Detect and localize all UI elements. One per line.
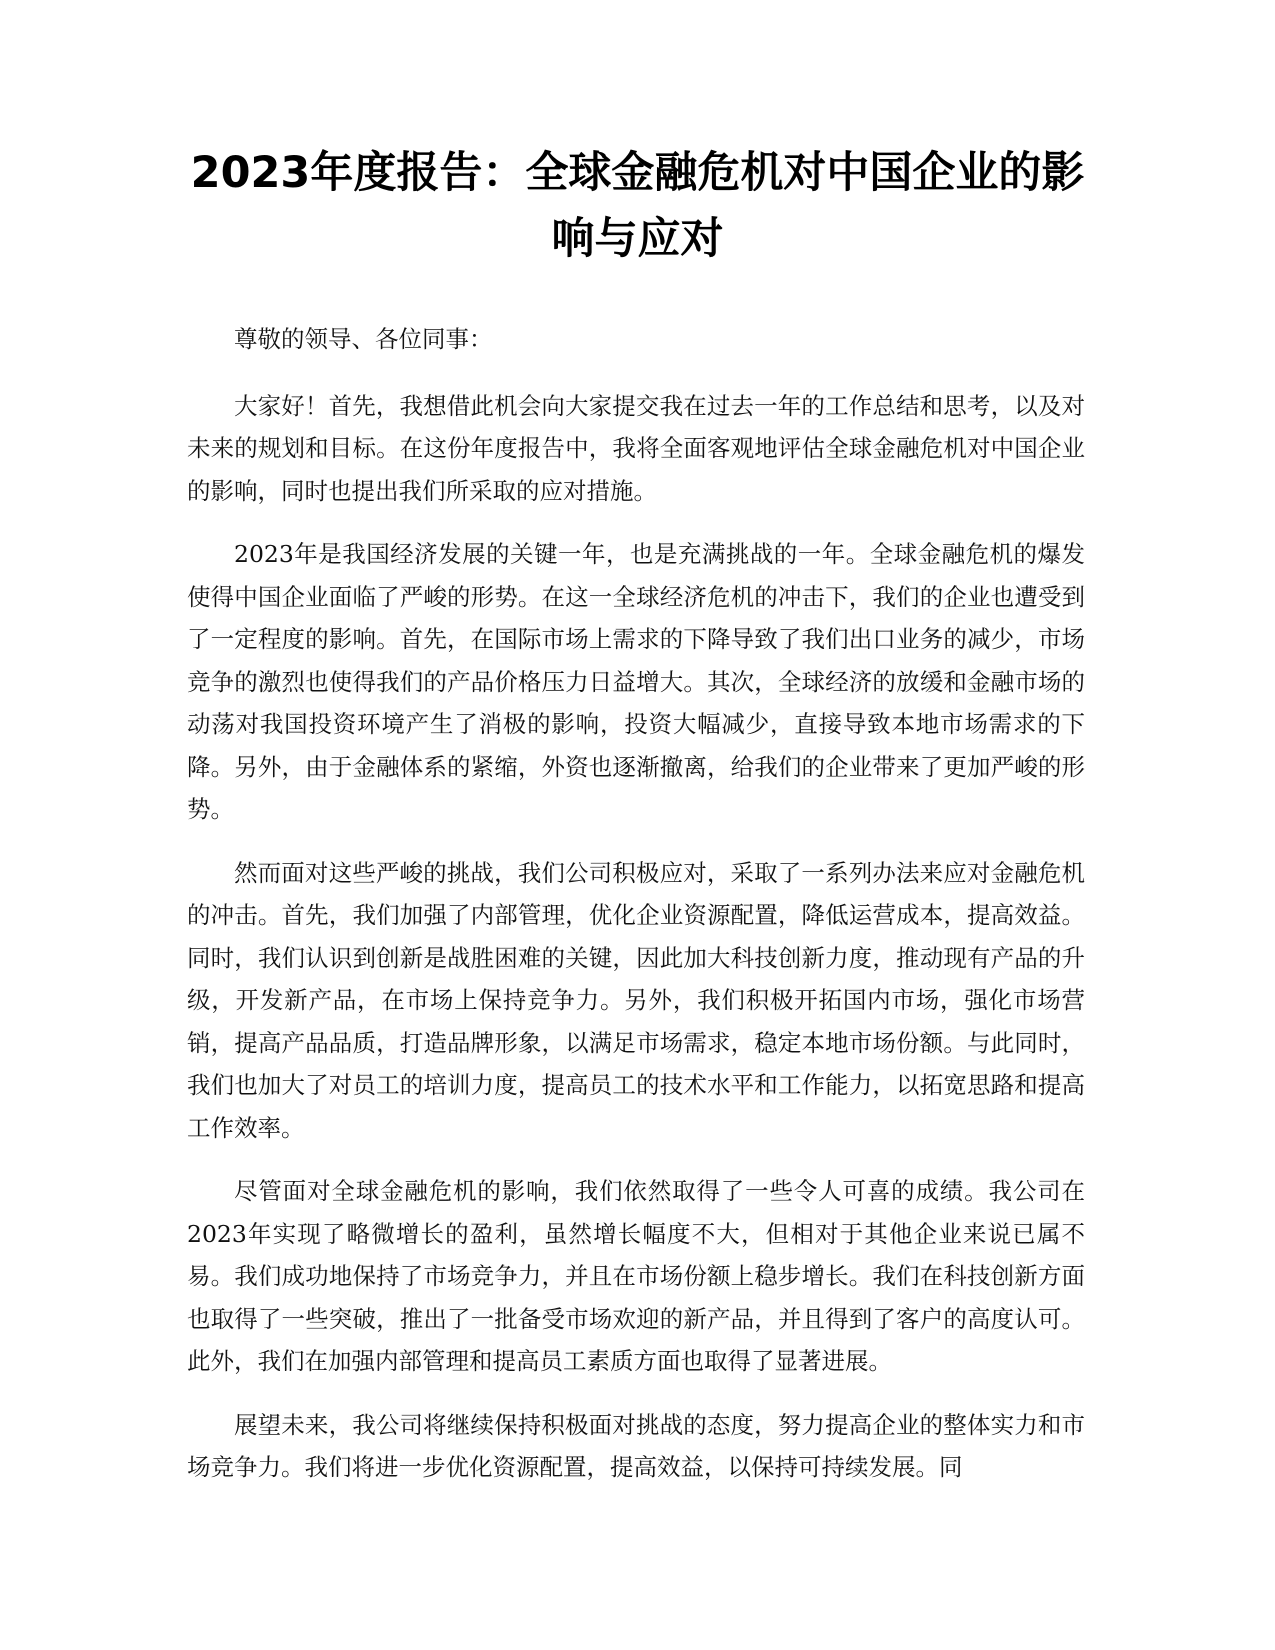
paragraph-achievements: 尽管面对全球金融危机的影响，我们依然取得了一些令人可喜的成绩。我公司在2023年实现了略微增长的盈利，虽然增长幅度不大，但相对于其他企业来说已属不易。我们成功地保持了市场竞争力，并且在市场份额上稳步增长。我们在科技创新方面也取得了一些突破，推出了一批备受市场欢迎的新产品，并且得到了客户的高度认可。此外，我们在加强内部管理和提高员工素质方面也取得了显著进展。 bbox=[187, 1177, 1085, 1375]
paragraph-outlook: 展望未来，我公司将继续保持积极面对挑战的态度，努力提高企业的整体实力和市场竞争力。我们将进一步优化资源配置，提高效益，以保持可持续发展。同 bbox=[187, 1410, 1085, 1481]
paragraph-impact: 2023年是我国经济发展的关键一年，也是充满挑战的一年。全球金融危机的爆发使得中国企业面临了严峻的形势。在这一全球经济危机的冲击下，我们的企业也遭受到了一定程度的影响。首先，在国际市场上需求的下降导致了我们出口业务的减少，市场竞争的激烈也使得我们的产品价格压力日益增大。其次，全球经济的放缓和金融市场的动荡对我国投资环境产生了消极的影响，投资大幅减少，直接导致本地市场需求的下降。另外，由于金融体系的紧缩，外资也逐渐撤离，给我们的企业带来了更加严峻的形势。 bbox=[187, 540, 1085, 823]
document-body bbox=[187, 318, 1085, 1510]
paragraph-intro: 大家好！首先，我想借此机会向大家提交我在过去一年的工作总结和思考，以及对未来的规划和目标。在这份年度报告中，我将全面客观地评估全球金融危机对中国企业的影响，同时也提出我们所采取的应对措施。 bbox=[187, 391, 1085, 505]
paragraph-response: 然而面对这些严峻的挑战，我们公司积极应对，采取了一系列办法来应对金融危机的冲击。首先，我们加强了内部管理，优化企业资源配置，降低运营成本，提高效益。同时，我们认识到创新是战胜困难的关键，因此加大科技创新力度，推动现有产品的升级，开发新产品，在市场上保持竞争力。另外，我们积极开拓国内市场，强化市场营销，提高产品品质，打造品牌形象，以满足市场需求，稳定本地市场份额。与此同时，我们也加大了对员工的培训力度，提高员工的技术水平和工作能力，以拓宽思路和提高工作效率。 bbox=[187, 858, 1085, 1142]
salutation: 尊敬的领导、各位同事： bbox=[234, 325, 493, 353]
document-title: 2023年度报告：全球金融危机对中国企业的影响与应对 bbox=[190, 148, 1085, 264]
